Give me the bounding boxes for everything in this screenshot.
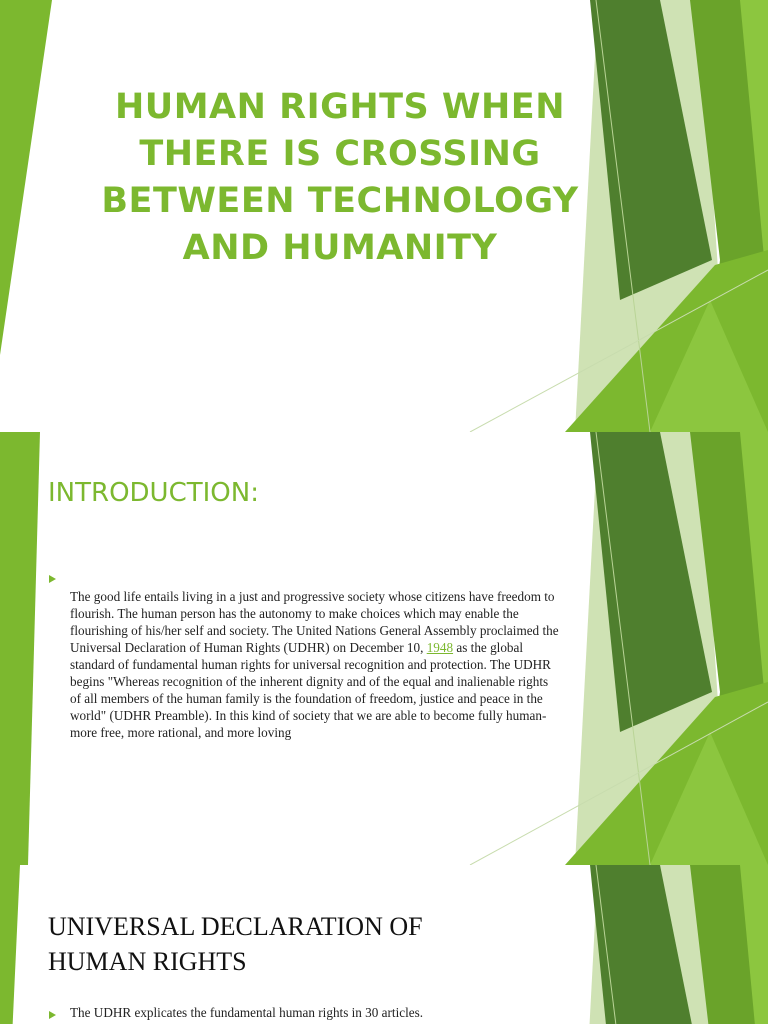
left-edge-shape bbox=[0, 865, 20, 1024]
introduction-slide bbox=[0, 432, 768, 865]
year-link[interactable]: 1948 bbox=[426, 640, 454, 655]
introduction-paragraph bbox=[70, 588, 560, 741]
introduction-heading: INTRODUCTION: bbox=[48, 478, 259, 508]
left-edge-shape bbox=[0, 0, 52, 355]
paragraph-text: as the global standard of fundamental human rights for universal recognition and protection. The UDHR begins "Whereas recognition of the inherent dignity and of the equal and inalienable rights of all members of the human family is the foundation of freedom, justice and peace in the world" (UDHR Preamble). In this kind of society that we are able to become fully human- more free, more rational, and more loving bbox=[70, 640, 551, 740]
title-line: AND HUMANITY bbox=[182, 228, 498, 268]
title-slide bbox=[0, 0, 768, 432]
heading-line: UNIVERSAL DECLARATION OF bbox=[48, 912, 423, 941]
udhr-slide bbox=[0, 865, 768, 1024]
udhr-heading bbox=[48, 909, 518, 979]
left-edge-shape bbox=[0, 432, 40, 865]
title-line: HUMAN RIGHTS WHEN bbox=[115, 87, 565, 127]
heading-line: HUMAN RIGHTS bbox=[48, 947, 247, 976]
presentation-title bbox=[60, 84, 620, 272]
title-line: BETWEEN TECHNOLOGY bbox=[101, 181, 579, 221]
bullet-arrow-icon bbox=[49, 575, 56, 583]
paragraph-text: The good life entails living in a just and progressive society whose citizens have freedom to flourish. The human person has the autonomy to make choices which may enable the flourishing of his/her self and society. The United Nations General Assembly proclaimed the Universal Declaration of Human Rights (UDHR) on December 10, bbox=[70, 589, 559, 655]
udhr-bullet-text: The UDHR explicates the fundamental human rights in 30 articles. bbox=[70, 1005, 424, 1020]
title-line: THERE IS CROSSING bbox=[139, 134, 541, 174]
bullet-arrow-icon bbox=[49, 1011, 56, 1019]
